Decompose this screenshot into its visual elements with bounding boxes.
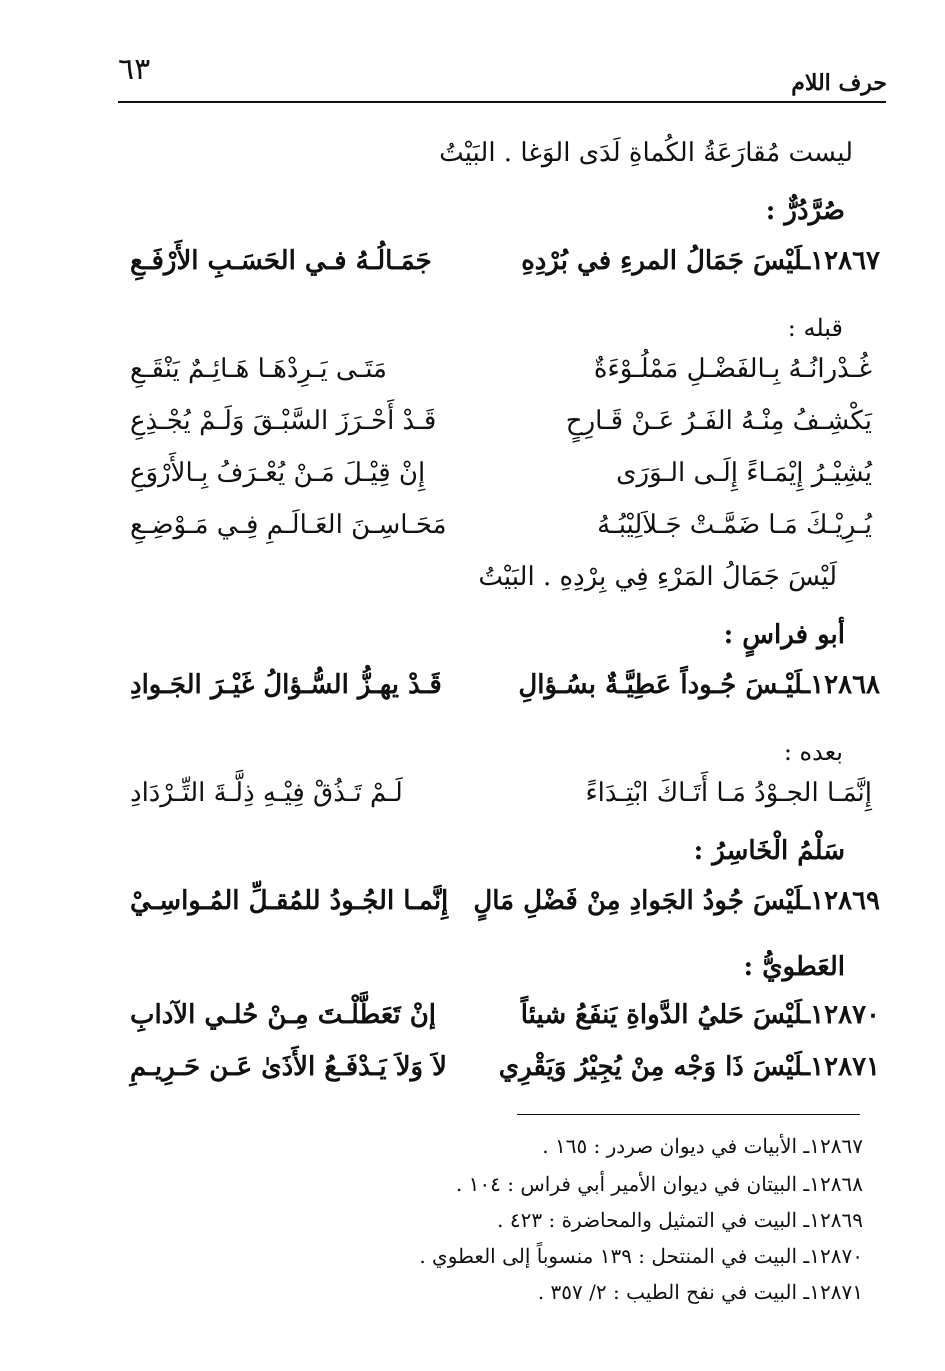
running-title: حرف اللام <box>791 70 887 96</box>
verse-row <box>130 354 880 402</box>
verse-first-hemistich <box>499 1052 880 1082</box>
attribution-sardar: صُرَّدُرٌّ : <box>765 196 845 226</box>
verse-12867 <box>130 246 880 294</box>
attribution-atawi: العَطويُّ : <box>743 952 845 982</box>
continuation-line: ليست مُقارَعَةُ الكُماةِ لَدَى الوَغا . البَيْتُ <box>439 138 853 168</box>
attribution-abu-firas: أبو فراسٍ : <box>723 620 845 650</box>
verse-row <box>130 510 880 558</box>
hemistich-text: لَيْسَ جُودُ الجَوادِ مِنْ فَضْلِ مَالٍ <box>473 886 803 916</box>
page-number: ٦٣ <box>118 52 151 87</box>
verse-second-hemistich: لَـمْ تَـذُقْ فِيْـهِ ذِلَّـةَ التِّـرْدَادِ <box>130 778 403 808</box>
hemistich-text: لَيْـسَ جُـوداً عَطِيَّـةٌ بسُـؤالِ <box>518 670 803 700</box>
verse-first-hemistich: يُـرِيْـكَ مَـا ضَمَّـتْ جَـلاَلِيْبُـهُ <box>597 510 872 540</box>
header-rule <box>118 101 886 103</box>
verse-first-hemistich <box>521 1000 880 1030</box>
verse-row <box>130 458 880 506</box>
verse-second-hemistich: مَحَـاسِـنَ العَـالَـمِ فِـي مَـوْضِـعِ <box>130 510 447 540</box>
hemistich-text: لَيْسَ ذَا وَجْه مِنْ يُجِيْرُ وَيَقْرِي <box>498 1052 803 1082</box>
verse-12869 <box>130 886 880 934</box>
verse-first-hemistich <box>473 886 880 916</box>
footnote: ١٢٨٧١ـ البيت في نفح الطيب : ٢/ ٣٥٧ . <box>537 1280 863 1304</box>
footnote: ١٢٨٦٧ـ الأبيات في ديوان صردر : ١٦٥ . <box>542 1134 863 1158</box>
verse-number: ١٢٨٧١ـ <box>802 1052 880 1082</box>
verse-12871 <box>130 1052 880 1100</box>
verse-first-hemistich: غُـدْرانُـهُ بِـالفَضْـلِ مَمْلُـوْءَةٌ <box>593 354 872 384</box>
verse-row <box>130 778 880 826</box>
verse-second-hemistich: إنْ تَعَطَّلْـتَ مِـنْ حُلـي الآدابِ <box>130 1000 437 1030</box>
verse-number: ١٢٨٧٠ـ <box>802 1000 880 1030</box>
verse-second-hemistich: جَمَـالُـهُ فـي الحَسَـبِ الأَرْفَـعِ <box>130 246 432 276</box>
verse-number: ١٢٨٦٧ـ <box>802 246 880 276</box>
verse-second-hemistich: قَـدْ يهـزُّ السُّـؤالُ غَيْـرَ الجَـوادِ <box>130 670 442 700</box>
verse-12870 <box>130 1000 880 1048</box>
after-label: بعده : <box>783 738 843 766</box>
before-label: قبله : <box>787 314 843 342</box>
verse-second-hemistich: قَـدْ أَحْـرَزَ السَّبْـقَ وَلَـمْ يُجْـذِعِ <box>130 406 437 436</box>
verse-number: ١٢٨٦٩ـ <box>802 886 880 916</box>
hemistich-text: لَيْسَ حَليُ الدَّواةِ يَنفَعُ شيئاً <box>520 1000 803 1030</box>
footnote-rule <box>517 1114 860 1115</box>
verse-second-hemistich: مَتَـى يَـرِدْهَـا هَـائِـمٌ يَنْقَـعِ <box>130 354 387 384</box>
verse-second-hemistich: لاَ وَلاَ يَـدْفَـعُ الأَذَىٰ عَـن حَـرِيـمِ <box>130 1052 447 1082</box>
verse-second-hemistich: إِنَّمـا الجُـودُ للمُقـلِّ المُـواسِـيْ <box>130 886 449 916</box>
verse-12868 <box>130 670 880 718</box>
verse-first-hemistich: يُشِيْـرُ إِيْمَـاءً إِلَـى الـوَرَى <box>616 458 872 488</box>
verse-first-hemistich <box>521 246 880 276</box>
verse-number: ١٢٨٦٨ـ <box>802 670 880 700</box>
attribution-salm: سَلْمُ الْخَاسِرُ : <box>693 836 845 866</box>
hemistich-text: لَيْسَ جَمَالُ المرءِ في بُرْدِهِ <box>521 246 803 276</box>
verse-row <box>130 406 880 454</box>
verse-second-hemistich: إِنْ قِيْـلَ مَـنْ يُعْـرَفُ بِـالأَرْوَعِ <box>130 458 426 488</box>
verse-first-hemistich: يَكْشِـفُ مِنْـهُ الفَـرُ عَـنْ قَـارِحٍ <box>565 406 872 436</box>
verse-first-hemistich: إِنَّمَـا الجـوْدُ مَـا أَتَـاكَ ابْتِـدَاءً <box>585 778 872 808</box>
footnote: ١٢٨٧٠ـ البيت في المنتحل : ١٣٩ منسوباً إلى العطوي . <box>419 1244 863 1268</box>
return-line: لَيْسَ جَمَالُ المَرْءِ فِي بِرْدِهِ . البَيْتُ <box>478 562 837 592</box>
footnote: ١٢٨٦٩ـ البيت في التمثيل والمحاضرة : ٤٢٣ . <box>497 1208 863 1232</box>
verse-first-hemistich <box>518 670 880 700</box>
footnote: ١٢٨٦٨ـ البيتان في ديوان الأمير أبي فراس : ١٠٤ . <box>455 1172 863 1196</box>
